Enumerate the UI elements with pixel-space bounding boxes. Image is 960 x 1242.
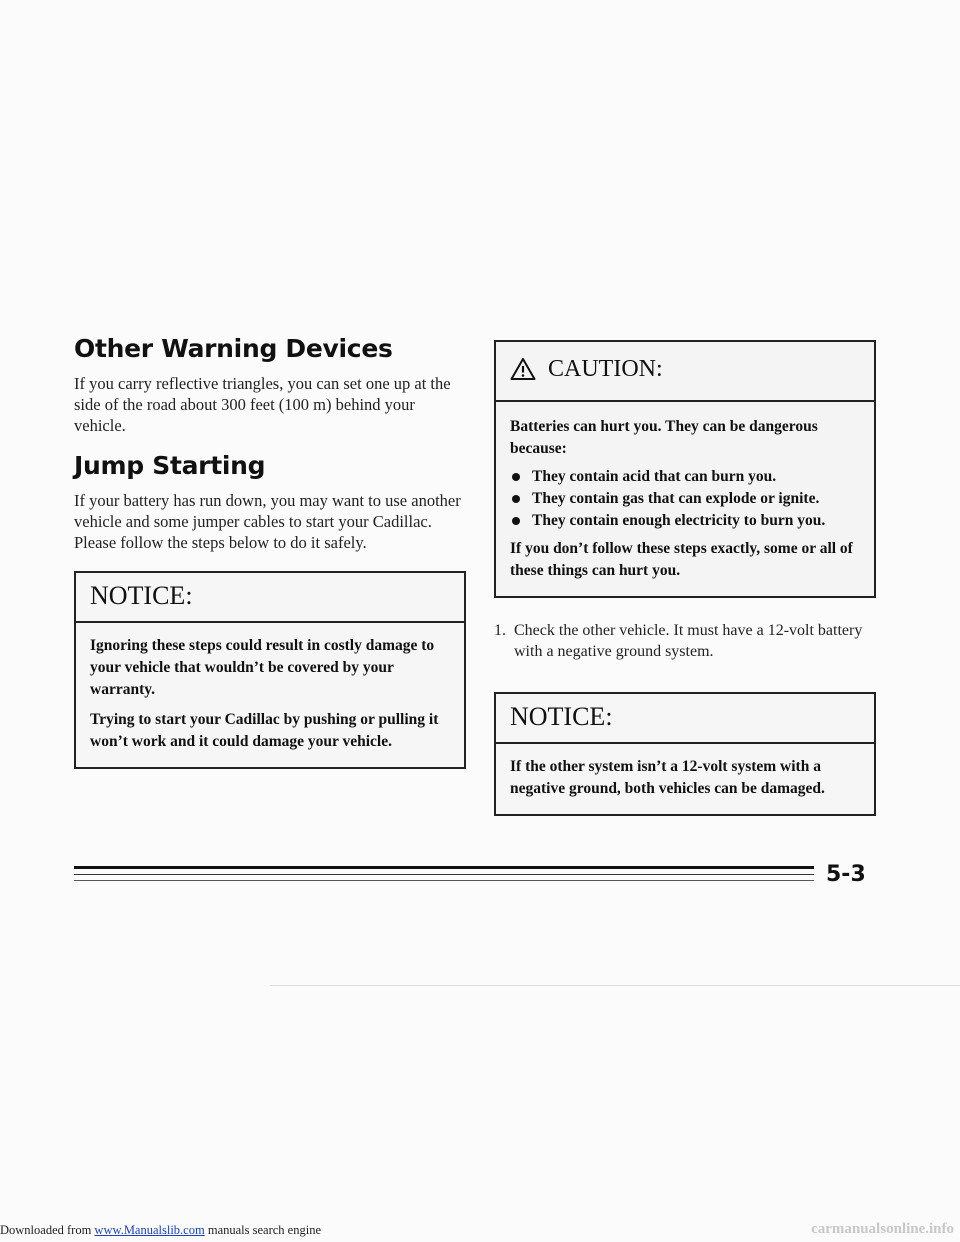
notice-box-left: [74, 571, 466, 769]
caution-title: CAUTION:: [548, 356, 663, 382]
notice-body: [76, 623, 464, 767]
notice-header: NOTICE:: [496, 694, 874, 744]
left-column: [74, 333, 466, 769]
notice-header: NOTICE:: [76, 573, 464, 623]
watermark: carmanualsonline.info: [811, 1221, 954, 1237]
page-number: 5-3: [826, 862, 866, 887]
scan-artifact-line: [270, 985, 960, 986]
caution-bullet-list: [510, 466, 860, 532]
notice-paragraph: If the other system isn’t a 12-volt system with a negative ground, both vehicles can be damaged.: [510, 758, 825, 797]
caution-bullet: They contain acid that can burn you.: [510, 466, 860, 488]
warning-triangle-icon: [510, 357, 536, 381]
footer-suffix: manuals search engine: [204, 1223, 321, 1237]
caution-outro: If you don’t follow these steps exactly, some or all of these things can hurt you.: [510, 540, 853, 579]
notice-paragraph: Trying to start your Cadillac by pushing or pulling it won’t work and it could damage your vehicle.: [90, 711, 439, 750]
caution-intro: Batteries can hurt you. They can be dangerous because:: [510, 418, 818, 457]
footer-prefix: Downloaded from: [0, 1223, 95, 1237]
step-text: Check the other vehicle. It must have a 12-volt battery with a negative ground system.: [514, 622, 863, 660]
download-footer: [0, 1223, 321, 1238]
footer-rule: [74, 880, 814, 881]
footer-rule: [74, 874, 814, 875]
caution-body: [496, 402, 874, 596]
section-title-jump-starting: Jump Starting: [74, 451, 266, 480]
section-text-other-warning-devices: If you carry reflective triangles, you can set one up at the side of the road about 300 feet (100 m) behind your vehicle.: [74, 374, 451, 435]
notice-paragraph: Ignoring these steps could result in costly damage to your vehicle that wouldn’t be covered by your warranty.: [90, 637, 435, 698]
caution-box: [494, 340, 876, 598]
caution-header: [496, 342, 874, 402]
notice-body: [496, 744, 874, 814]
manualslib-link[interactable]: www.Manualslib.com: [94, 1223, 205, 1237]
notice-box-right: [494, 692, 876, 816]
step-number: 1.: [494, 622, 506, 639]
right-column: [494, 340, 876, 816]
caution-bullet: They contain enough electricity to burn you.: [510, 510, 860, 532]
step-item: [494, 620, 876, 662]
section-text-jump-starting: If your battery has run down, you may want to use another vehicle and some jumper cables to start your Cadillac. Please follow the steps below to do it safely.: [74, 491, 461, 552]
caution-bullet: They contain gas that can explode or ignite.: [510, 488, 860, 510]
section-title-other-warning-devices: Other Warning Devices: [74, 334, 393, 363]
footer-rule: [74, 866, 814, 869]
